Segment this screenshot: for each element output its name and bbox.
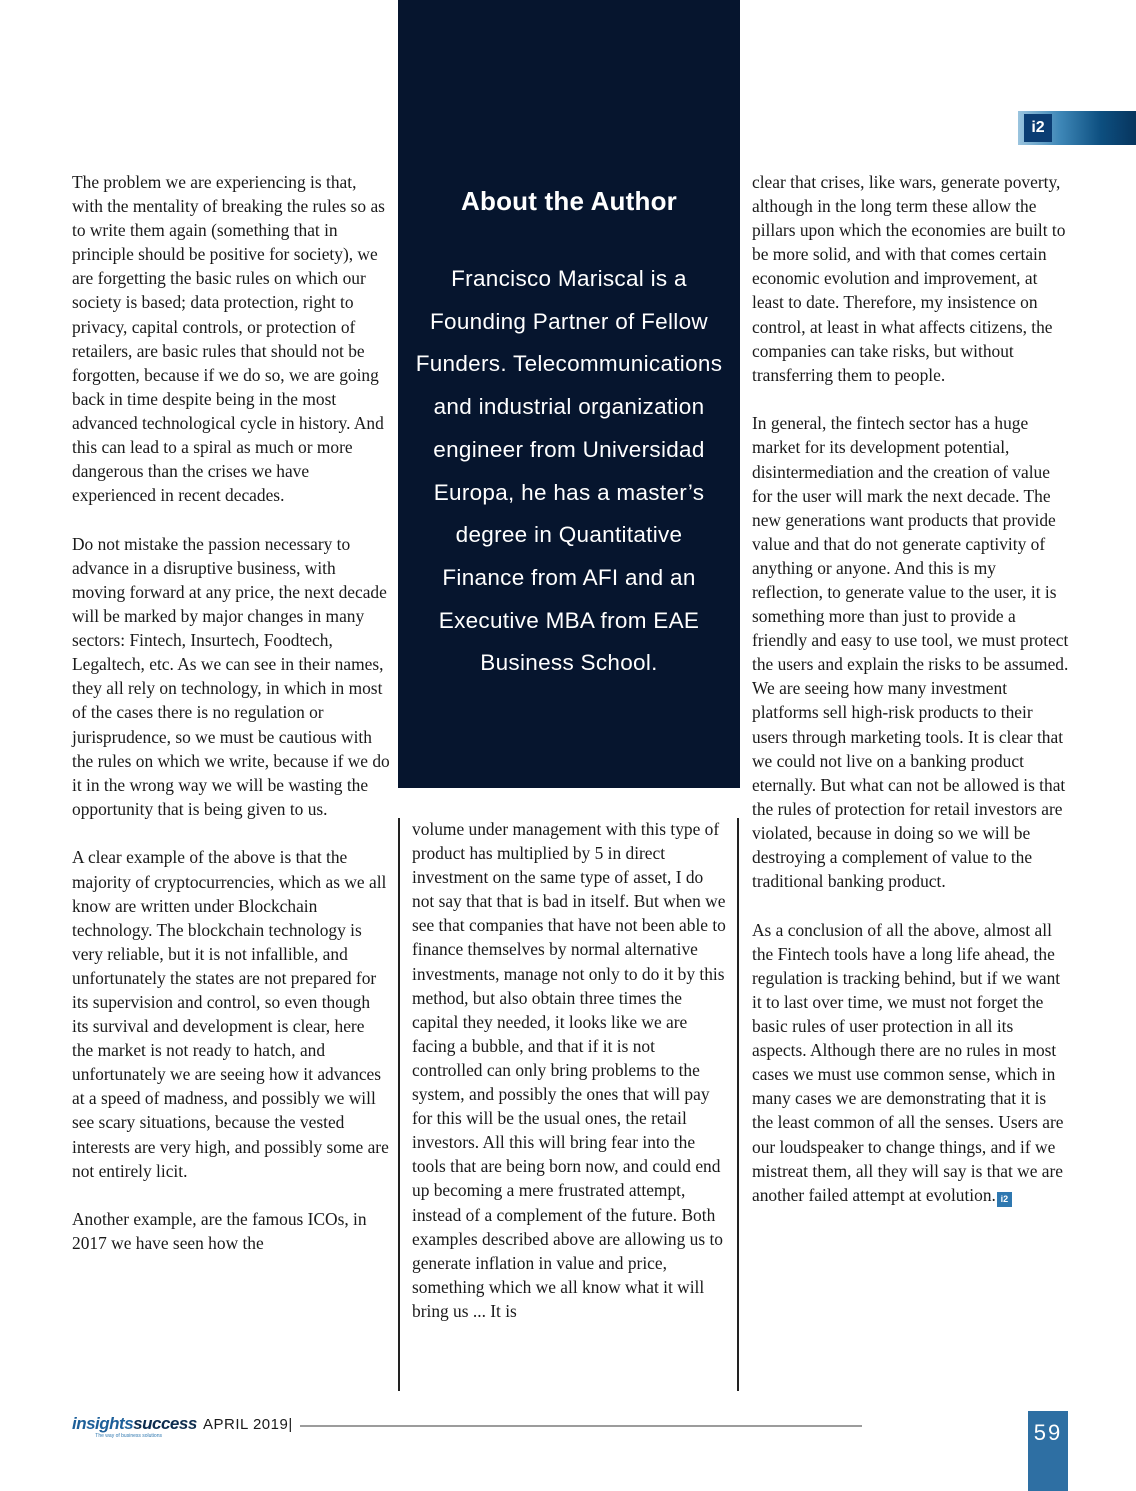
footer-logo-tagline: The way of business solutions bbox=[95, 1433, 162, 1439]
paragraph: A clear example of the above is that the majority of cryptocurrencies, which as we all know are written under Blockchain technology. The blockchain technology is very reliable, but it is not infallible, and unfortunately the states are not prepared for its supervision and control, so even though its survival and development is clear, here the market is not ready to hatch, and unfortunately we are seeing how it advances at a speed of madness, and possibly we will see scary situations, because the vested interests are very high, and possibly some are not entirely licit. bbox=[72, 847, 389, 1181]
column-divider-left bbox=[398, 818, 400, 1391]
paragraph-text: As a conclusion of all the above, almost all the Fintech tools have a long life ahead, the regulation is tracking behind, but if we want it to last over time, we must not forget the basic rules of user protection in all its aspects. Although there are no rules in most cases we must use common sense, which in many cases we are demonstrating that it is the least common of all the senses. Users are our loudspeaker to change things, and if we mistreat them, all they will say is that we are another failed attempt at evolution. bbox=[752, 919, 1064, 1205]
article-column-right bbox=[752, 170, 1070, 1231]
footer-issue-date: APRIL 2019| bbox=[203, 1416, 293, 1433]
magazine-logo-icon: i2 bbox=[1024, 114, 1052, 142]
paragraph: clear that crises, like wars, generate poverty, although in the long term these allow the pillars upon which the economies are built to be more solid, and with that comes certain economic evolution and improvement, at least to date. Therefore, my insistence on control, at least in what affects citizens, the companies can take risks, but without transferring them to people. bbox=[752, 172, 1066, 385]
page-number: 59 bbox=[1033, 1420, 1063, 1445]
about-author-box bbox=[398, 0, 740, 788]
corner-section-tab bbox=[1018, 111, 1136, 145]
about-author-heading: About the Author bbox=[461, 186, 677, 216]
about-author-bio: Francisco Mariscal is a Founding Partner of Fellow Funders. Telecommunications and industrial organization engineer from Universidad Europa, he has a master’s degree in Quantitative Finance from AFI and an Executive MBA from EAE Business School. bbox=[415, 266, 723, 676]
footer-divider bbox=[300, 1425, 862, 1427]
article-column-middle bbox=[412, 817, 726, 1347]
paragraph: In general, the fintech sector has a huge market for its development potential, disintermediation and the creation of value for the user will mark the next decade. The new generations want products that provide value and that do not generate captivity of anything or anyone. And this is my reflection, to generate value to the user, it is something more than just to provide a friendly and easy to use tool, we must protect the users and explain the risks to be assumed. We are seeing how many investment platforms sell high-risk products to their users through marketing tools. It is clear that we could not live on a banking product eternally. But what can not be allowed is that the rules of protection for retail investors are violated, because in doing so we will be destroying a complement of value to the traditional banking product. bbox=[752, 413, 1069, 892]
article-column-left bbox=[72, 170, 390, 1280]
paragraph: Do not mistake the passion necessary to advance in a disruptive business, with moving forward at any price, the next decade will be marked by major changes in many sectors: Fintech, Insurtech, Foodtech, Legaltech, etc. As we can see in their names, they all rely on technology, in which in most of the cases there is no regulation or jurisprudence, so we must be cautious with the rules on which we write, because if we do it in the wrong way we will be wasting the opportunity that is being given to us. bbox=[72, 533, 390, 819]
paragraph: Another example, are the famous ICOs, in 2017 we have seen how the bbox=[72, 1209, 367, 1254]
logo-text-part2: success bbox=[133, 1414, 197, 1433]
logo-text-part1: insights bbox=[72, 1414, 134, 1433]
paragraph: The problem we are experiencing is that, with the mentality of breaking the rules so as to write them again (something that in principle should be positive for society), we are forgetting the basic rules on which our society is based; data protection, right to privacy, capital controls, or protection of retailers, are basic rules that should not be forgotten, because if we do so, we are going back in time despite being in the most advanced technological cycle in history. And this can lead to a spiral as much or more dangerous than the crises we have experienced in recent decades. bbox=[72, 172, 385, 506]
column-divider-right bbox=[737, 818, 739, 1391]
paragraph: volume under management with this type of product has multiplied by 5 in direct investment on the same type of asset, I do not say that that is bad in itself. But when we see that companies that have not been able to finance themselves by normal alternative investments, manage not only to do it by this method, but also obtain three times the capital they needed, it looks like we are facing a bubble, and that if it is not controlled can only bring problems to the system, and possibly the ones that will pay for this will be the usual ones, the retail investors. All this will bring fear into the tools that are being born now, and could end up becoming a mere frustrated attempt, instead of a complement of the future. Both examples described above are allowing us to generate inflation in value and price, something which we all know what it will bring us ... It is bbox=[412, 819, 726, 1321]
end-of-article-icon: i2 bbox=[997, 1192, 1012, 1207]
paragraph bbox=[752, 918, 1070, 1207]
